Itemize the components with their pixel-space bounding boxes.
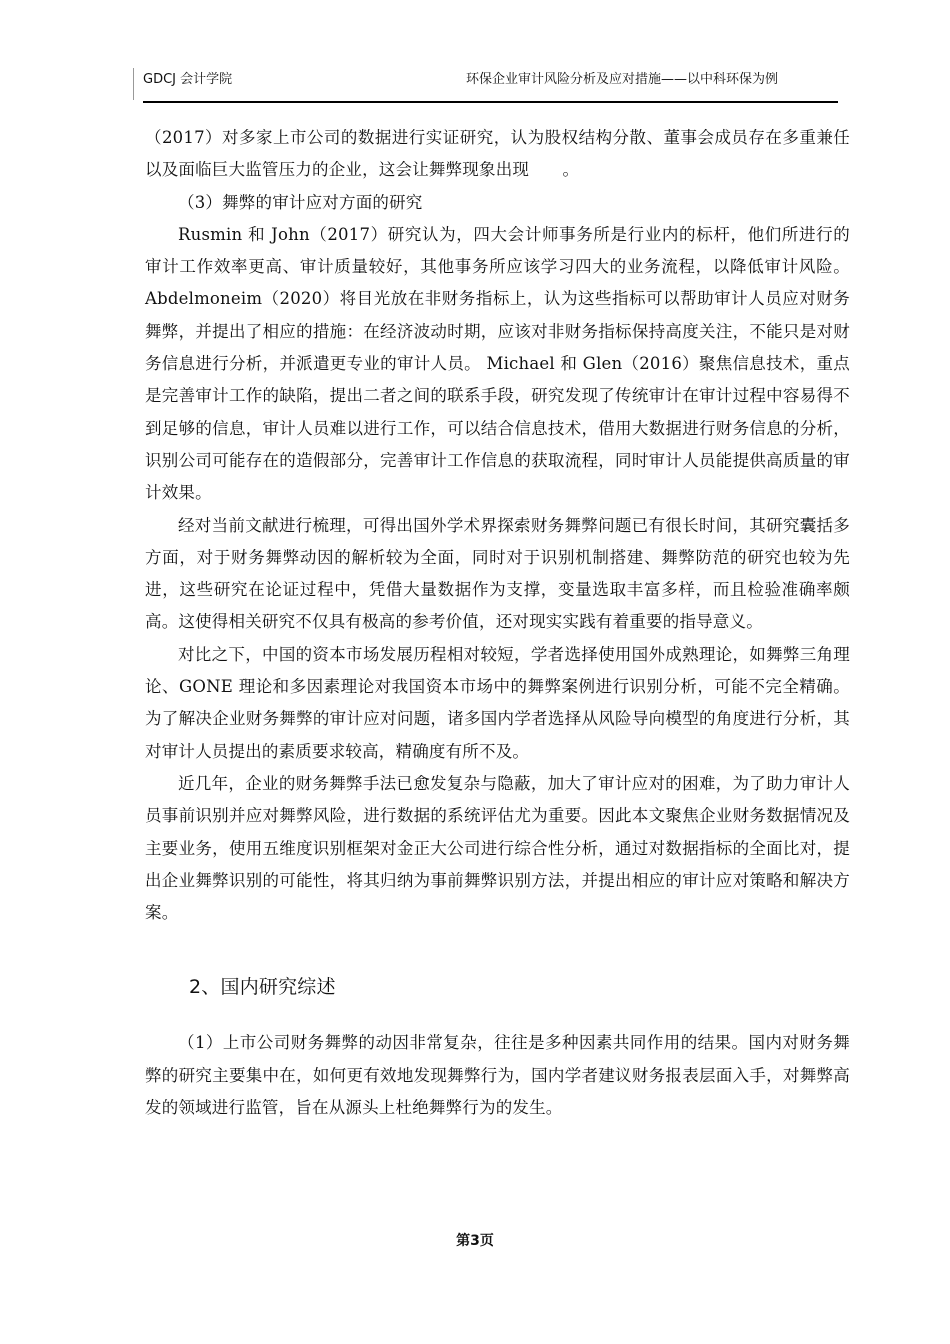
- section-heading: 2、国内研究综述: [189, 976, 336, 999]
- paragraph: 对比之下，中国的资本市场发展历程相对较短，学者选择使用国外成熟理论，如舞弊三角理论、GONE 理论和多因素理论对我国资本市场中的舞弊案例进行识别分析，可能不完全精确。为了解决企业财务舞弊的审计应对问题，诸多国内学者选择从风险导向模型的角度进行分析，其对审计人员提出的素质要求较高，精确度有所不及。: [145, 644, 850, 761]
- paragraph: Rusmin 和 John（2017）研究认为，四大会计师事务所是行业内的标杆，他们所进行的审计工作效率更高、审计质量较好，其他事务所应该学习四大的业务流程，以降低审计风险。Abdelmoneim（2020）将目光放在非财务指标上，认为这些指标可以帮助审计人员应对财务舞弊，并提出了相应的措施：在经济波动时期，应该对非财务指标保持高度关注，不能只是对财务信息进行分析，并派遣更专业的审计人员。 Michael 和 Glen（2016）聚焦信息技术，重点是完善审计工作的缺陷，提出二者之间的联系手段，研究发现了传统审计在审计过程中容易得不到足够的信息，审计人员难以进行工作，可以结合信息技术，借用大数据进行财务信息的分析，识别公司可能存在的造假部分，完善审计工作信息的获取流程，同时审计人员能提供高质量的审计效果。: [145, 224, 850, 503]
- subsection-title: （3）舞弊的审计应对方面的研究: [178, 192, 423, 212]
- paragraph: 经对当前文献进行梳理，可得出国外学术界探索财务舞弊问题已有很长时间，其研究囊括多方面，对于财务舞弊动因的解析较为全面，同时对于识别机制搭建、舞弊防范的研究也较为先进，这些研究在论证过程中，凭借大量数据作为支撑，变量选取丰富多样，而且检验准确率颇高。这使得相关研究不仅具有极高的参考价值，还对现实实践有着重要的指导意义。: [145, 515, 850, 632]
- page-body: [145, 122, 850, 1124]
- paragraph: 近几年，企业的财务舞弊手法已愈发复杂与隐蔽，加大了审计应对的困难，为了助力审计人员事前识别并应对舞弊风险，进行数据的系统评估尤为重要。因此本文聚焦企业财务数据情况及主要业务，使用五维度识别框架对金正大公司进行综合性分析，通过对数据指标的全面比对，提出企业舞弊识别的可能性，将其归纳为事前舞弊识别方法，并提出相应的审计应对策略和解决方案。: [145, 773, 850, 923]
- header-rule: [143, 101, 838, 103]
- header-divider: [133, 68, 134, 100]
- paragraph: （1）上市公司财务舞弊的动因非常复杂，往往是多种因素共同作用的结果。国内对财务舞弊的研究主要集中在，如何更有效地发现舞弊行为，国内学者建议财务报表层面入手，对舞弊高发的领域进行监管，旨在从源头上杜绝舞弊行为的发生。: [145, 1033, 850, 1118]
- header-institution: GDCJ 会计学院: [143, 72, 233, 87]
- header-document-title: 环保企业审计风险分析及应对措施——以中科环保为例: [465, 72, 778, 87]
- page-number: 第3页: [456, 1233, 494, 1249]
- paragraph-continued: （2017）对多家上市公司的数据进行实证研究，认为股权结构分散、董事会成员存在多重兼任以及面临巨大监管压力的企业，这会让舞弊现象出现 。: [145, 128, 850, 180]
